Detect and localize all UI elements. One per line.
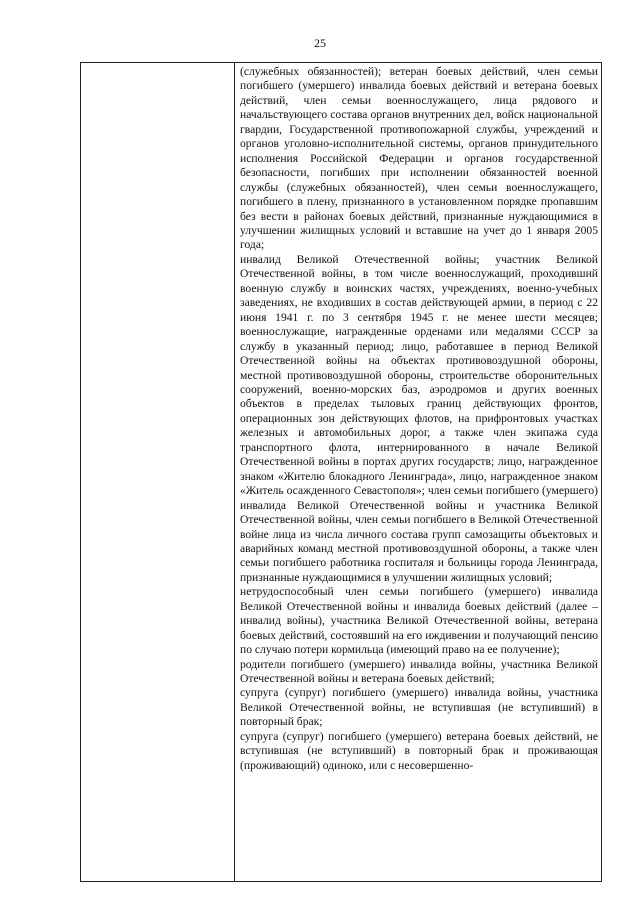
- right-cell: [235, 63, 602, 882]
- paragraph-3: нетрудоспособный член семьи погибшего (умершего) инвалида Великой Отечественной войны и инвалида боевых действий (далее – инвалид войны), участника Великой Отечественной войны, ветерана боевых действий, состоявший на его иждивении и получающий пенсию по случаю потери кормильца (имеющий право на ее получение);: [240, 585, 598, 657]
- paragraph-4: родители погибшего (умершего) инвалида войны, участника Великой Отечественной войны и ветерана боевых действий;: [240, 657, 598, 686]
- document-table: [80, 62, 602, 882]
- page-number: 25: [314, 36, 326, 50]
- right-cell-text: [235, 63, 601, 773]
- paragraph-6: супруга (супруг) погибшего (умершего) ветерана боевых действий, не вступившая (не вступивший) в повторный брак и проживающая (проживающий) одиноко, или с несовершенно-: [240, 729, 598, 772]
- paragraph-5: супруга (супруг) погибшего (умершего) инвалида войны, участника Великой Отечественной войны, не вступившая (не вступивший) в повторный брак;: [240, 686, 598, 729]
- paragraph-1: (служебных обязанностей); ветеран боевых действий, член семьи погибшего (умершего) инвалида боевых действий и ветерана боевых действий, член семьи военнослужащего, лица рядового и начальствующего состава органов внутренних дел, войск национальной гвардии, Государственной противопожарной службы, учреждений и органов уголовно-исполнительной системы, органов принудительного исполнения Российской Федерации и органов государственной безопасности, погибших при исполнении обязанностей военной службы (служебных обязанностей), член семьи военнослужащего, погибшего в плену, признанного в установленном порядке пропавшим без вести в районах боевых действий, признанные нуждающимися в улучшении жилищных условий и вставшие на учет до 1 января 2005 года;: [240, 65, 598, 252]
- left-cell-text: [81, 63, 234, 65]
- paragraph-2: инвалид Великой Отечественной войны; участник Великой Отечественной войны, в том числе военнослужащий, проходивший военную службу в воинских частях, учреждениях, военно-учебных заведениях, не входивших в состав действующей армии, в период с 22 июня 1941 г. по 3 сентября 1945 г. не менее шести месяцев; военнослужащие, награжденные орденами или медалями СССР за службу в указанный период; лицо, работавшее в период Великой Отечественной войны на объектах противовоздушной обороны, местной противовоздушной обороны, строительстве оборонительных сооружений, военно-морских баз, аэродромов и других военных объектов в пределах тыловых границ действующих фронтов, операционных зон действующих флотов, на прифронтовых участках железных и автомобильных дорог, а также член экипажа суда транспортного флота, интернированного в начале Великой Отечественной войны в портах других государств; лицо, награжденное знаком «Жителю блокадного Ленинграда», лицо, награжденное знаком «Житель осажденного Севастополя»; член семьи погибшего (умершего) инвалида Великой Отечественной войны и участника Великой Отечественной войны, член семьи погибшего в Великой Отечественной войне лица из числа личного состава групп самозащиты объектовых и аварийных команд местной противовоздушной обороны, а также член семьи погибшего работника госпиталя и больницы города Ленинграда, признанные нуждающимися в улучшении жилищных условий;: [240, 252, 598, 584]
- left-cell: [81, 63, 235, 882]
- table-row: [81, 63, 602, 882]
